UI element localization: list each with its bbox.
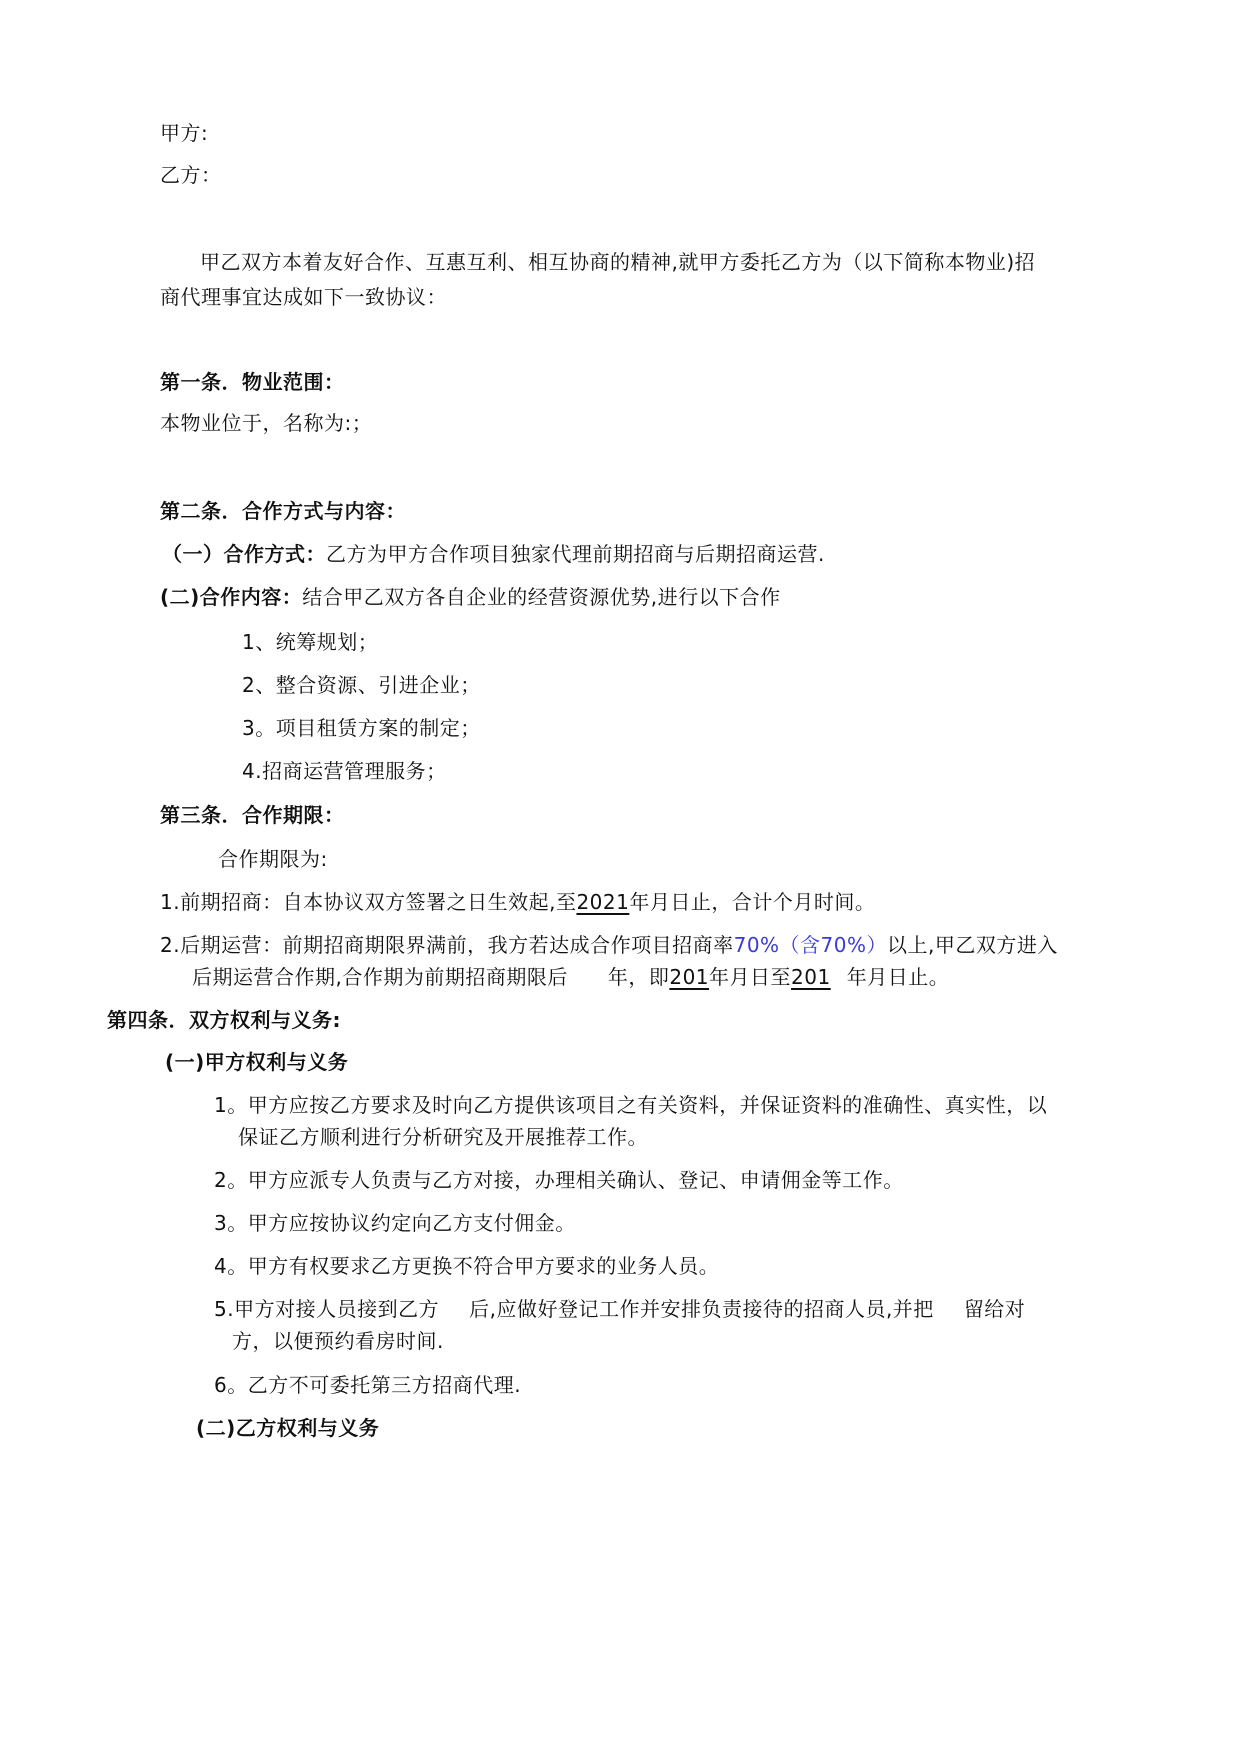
item2-line2-d: 年月日止。	[846, 965, 950, 989]
list-item: 4.招商运营管理服务；	[242, 759, 447, 783]
item2-line2-c: 年月日至	[709, 965, 792, 989]
article3-item2-line2	[192, 962, 949, 992]
item5-part-c: 留给对	[963, 1297, 1026, 1321]
article4-section2-heading: (二)乙方权利与义务	[196, 1416, 380, 1440]
article3-intro: 合作期限为:	[218, 847, 328, 871]
item5-part-b: 后,应做好登记工作并安排负责接待的招商人员,并把	[469, 1297, 934, 1321]
method-text: 乙方为甲方合作项目独家代理前期招商与后期招商运营.	[326, 542, 825, 566]
article1-heading: 第一条．物业范围：	[160, 370, 345, 394]
article2-content	[160, 582, 781, 612]
article3-item2-line1	[160, 930, 1058, 960]
article4-heading: 第四条．双方权利与义务:	[107, 1008, 341, 1032]
list-item: 2、整合资源、引进企业；	[242, 673, 481, 697]
item1-year: 2021	[576, 890, 630, 914]
party-a-label: 甲方:	[160, 121, 209, 145]
content-text: 结合甲乙双方各自企业的经营资源优势,进行以下合作	[302, 585, 781, 609]
party-b-label: 乙方：	[160, 163, 222, 187]
item1-suffix: 年月日止，合计个月时间。	[629, 890, 876, 914]
item2-year-a: 201	[669, 965, 710, 989]
item5-part-a: 5.甲方对接人员接到乙方	[214, 1297, 440, 1321]
item2-line2-a: 后期运营合作期,合作期为前期招商期限后	[192, 965, 568, 989]
list-item-continuation: 方，以便预约看房时间.	[232, 1329, 444, 1353]
list-item: 1。甲方应按乙方要求及时向乙方提供该项目之有关资料，并保证资料的准确性、真实性，以	[214, 1093, 1048, 1117]
item2-year-b: 201	[791, 965, 831, 989]
content-label: (二)合作内容：	[160, 585, 303, 609]
article2-method	[162, 539, 825, 569]
list-item	[214, 1294, 1025, 1324]
item1-prefix: 1.前期招商：自本协议双方签署之日生效起,至	[160, 890, 577, 914]
article1-text: 本物业位于，名称为:；	[160, 411, 373, 435]
intro-paragraph-line1: 甲乙双方本着友好合作、互惠互利、相互协商的精神,就甲方委托乙方为（以下简称本物业)招	[200, 250, 1036, 274]
item2-line2-b: 年，即	[607, 965, 670, 989]
list-item: 3。甲方应按协议约定向乙方支付佣金。	[214, 1211, 576, 1235]
article4-section1-heading: (一)甲方权利与义务	[165, 1050, 349, 1074]
list-item: 4。甲方有权要求乙方更换不符合甲方要求的业务人员。	[214, 1254, 720, 1278]
list-item: 6。乙方不可委托第三方招商代理.	[214, 1373, 522, 1397]
item2-rate: 70%（含70%）	[733, 933, 887, 957]
list-item: 3。项目租赁方案的制定；	[242, 716, 481, 740]
list-item: 2。甲方应派专人负责与乙方对接，办理相关确认、登记、申请佣金等工作。	[214, 1168, 904, 1192]
article2-heading: 第二条．合作方式与内容：	[160, 499, 406, 523]
list-item-continuation: 保证乙方顺利进行分析研究及开展推荐工作。	[238, 1125, 648, 1149]
article3-heading: 第三条．合作期限：	[160, 803, 345, 827]
article3-item1	[160, 887, 875, 917]
method-label: （一）合作方式：	[162, 542, 326, 566]
list-item: 1、统筹规划；	[242, 630, 379, 654]
intro-paragraph-line2: 商代理事宜达成如下一致协议：	[160, 285, 447, 309]
item2-suffix: 以上,甲乙双方进入	[887, 933, 1058, 957]
item2-prefix: 2.后期运营：前期招商期限界满前，我方若达成合作项目招商率	[160, 933, 734, 957]
